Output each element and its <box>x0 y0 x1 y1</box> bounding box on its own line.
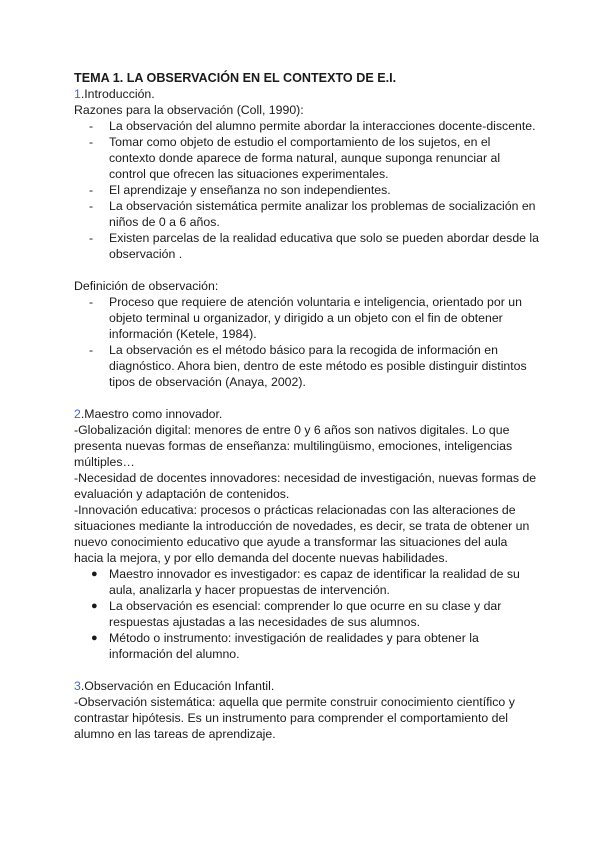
list-item: - El aprendizaje y enseñanza no son independientes. <box>89 183 391 197</box>
teacher-bullet-list <box>74 566 540 662</box>
dash-marker: - <box>89 199 94 213</box>
definition-intro: Definición de observación: <box>74 279 219 293</box>
list-item: - Existen parcelas de la realidad educativa que solo se pueden abordar desde la observación . <box>89 231 540 261</box>
list-item: - Proceso que requiere de atención voluntaria e inteligencia, orientado por un objeto terminal u organizador, y dirigido a un objeto con el fin de obtener información (Ketele, 1984). <box>89 295 522 341</box>
section-3-title: .Observación en Educación Infantil. <box>80 679 275 693</box>
list-item: - Tomar como objeto de estudio el comportamiento de los sujetos, en el contexto donde aparece de forma natural, aunque suponga renunciar al control que ofrecen las situaciones experimentales. <box>89 135 501 181</box>
paragraph: -Necesidad de docentes innovadores: necesidad de investigación, nuevas formas de evaluación y adaptación de contenidos. <box>74 471 537 501</box>
dash-marker: - <box>89 295 94 309</box>
dash-marker: - <box>89 343 94 357</box>
document-title: TEMA 1. LA OBSERVACIÓN EN EL CONTEXTO DE E.I. <box>74 71 397 85</box>
paragraph: -Innovación educativa: procesos o prácticas relacionadas con las alteraciones de situaciones mediante la introducción de novedades, es decir, se trata de obtener un nuevo conocimiento educativo que ayude a transformar las situaciones del aula hacia la mejora, y por ello demanda del docente nuevas habilidades. <box>74 503 530 565</box>
section-2-title: .Maestro como innovador. <box>80 407 223 421</box>
list-item: - La observación es el método básico para la recogida de información en diagnóstico. Ahora bien, dentro de este método es posible distinguir distintos tipos de observación (Anaya, 2002). <box>89 343 527 389</box>
paragraph: -Globalización digital: menores de entre 0 y 6 años son nativos digitales. Lo que presenta nuevas formas de enseñanza: multilingüismo, emociones, inteligencias múltiples… <box>74 423 513 469</box>
section-1-number: 1 <box>74 87 81 101</box>
spacer <box>74 662 540 678</box>
bullet-icon: ● <box>91 568 98 580</box>
list-item: - La observación sistemática permite analizar los problemas de socialización en niños de 0 a 6 años. <box>89 199 536 229</box>
dash-marker: - <box>89 231 94 245</box>
reasons-list <box>74 118 540 262</box>
section-2-number: 2 <box>74 407 81 421</box>
section-3-number: 3 <box>74 679 81 693</box>
list-item: - La observación del alumno permite abordar la interacciones docente-discente. <box>89 119 536 133</box>
spacer <box>74 390 540 406</box>
section-3-heading <box>74 678 540 694</box>
section-1-heading <box>74 86 540 102</box>
dash-marker: - <box>89 119 94 133</box>
list-item: ● La observación es esencial: comprender lo que ocurre en su clase y dar respuestas ajustadas a las necesidades de sus alumnos. <box>91 599 502 629</box>
dash-marker: - <box>89 183 94 197</box>
paragraph: -Observación sistemática: aquella que permite construir conocimiento científico y contrastar hipótesis. Es un instrumento para comprender el comportamiento del alumno en las tareas de aprendizaje. <box>74 695 515 741</box>
list-item: ● Maestro innovador es investigador: es capaz de identificar la realidad de su aula, analizarla y hacer propuestas de intervención. <box>91 567 520 597</box>
spacer <box>74 262 540 278</box>
list-item: ● Método o instrumento: investigación de realidades y para obtener la información del alumno. <box>91 631 479 661</box>
dash-marker: - <box>89 135 94 149</box>
section-1-title: .Introducción. <box>80 87 155 101</box>
bullet-icon: ● <box>91 632 98 644</box>
bullet-icon: ● <box>91 600 98 612</box>
section-2-heading <box>74 406 540 422</box>
definition-list <box>74 294 540 390</box>
reasons-intro: Razones para la observación (Coll, 1990): <box>74 103 304 117</box>
